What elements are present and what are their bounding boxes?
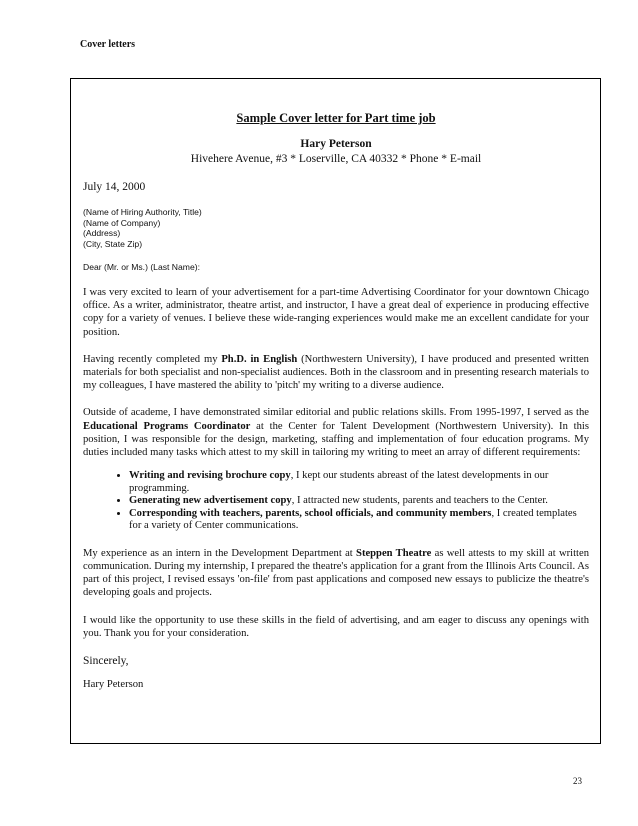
letter-body xyxy=(83,111,589,690)
list-item: • Corresponding with teachers, parents, school officials, and community members, I created templates for a variety of Center communications. xyxy=(129,508,589,533)
salutation: Dear (Mr. or Ms.) (Last Name): xyxy=(83,262,200,272)
paragraph-closing: I would like the opportunity to use these skills in the field of advertising, and am eager to discuss any openings with you. Thank you for your consideration. xyxy=(83,614,589,639)
letter-title: Sample Cover letter for Part time job xyxy=(236,111,436,125)
letter-date: July 14, 2000 xyxy=(83,181,146,193)
list-item: • Generating new advertisement copy, I attracted new students, parents and teachers to the Center. xyxy=(129,495,589,508)
recipient-line: (Address) xyxy=(83,228,121,238)
recipient-line: (Name of Company) xyxy=(83,217,161,228)
signature: Hary Peterson xyxy=(83,678,144,690)
recipient-line: (City, State Zip) xyxy=(83,238,143,249)
running-head: Cover letters xyxy=(80,39,136,50)
skills-list xyxy=(83,470,589,533)
page-number: 23 xyxy=(573,776,582,786)
paragraph-internship: My experience as an intern in the Development Department at Steppen Theatre as well attests to my skill at written communication. During my internship, I prepared the theatre's application for a grant from the Illinois Arts Council. As part of this project, I revised essays 'on-file' from past applications and composed new essays to publicize the theatre's developing goals and projects. xyxy=(83,547,589,599)
paragraph-education: Having recently completed my Ph.D. in English (Northwestern University), I have produced and presented written materials for both specialist and non-specialist audiences. Both in the classroom and in presenting research materials to my colleagues, I have mastered the ability to 'pitch' my writing to a diverse audience. xyxy=(83,353,589,392)
theatre-highlight: Steppen Theatre xyxy=(356,547,432,559)
letter-frame xyxy=(70,78,601,744)
paragraph-experience: Outside of academe, I have demonstrated similar editorial and public relations skills. From 1995-1997, I served as the Educational Programs Coordinator at the Center for Talent Development (Northwestern University). In this position, I was responsible for the design, marketing, staffing and implementation of four education programs. My duties included many tasks which attest to my skill in tailoring my writing to meet an array of different requirements: xyxy=(83,407,589,459)
recipient-block xyxy=(83,207,589,249)
sender-address: Hivehere Avenue, #3 * Loserville, CA 40332 * Phone * E-mail xyxy=(190,153,482,165)
recipient-line: (Name of Hiring Authority, Title) xyxy=(83,207,202,217)
list-item: • Writing and revising brochure copy, I kept our students abreast of the latest developments in our programming. xyxy=(129,470,589,495)
sender-name: Hary Peterson xyxy=(300,138,372,150)
paragraph-intro: I was very excited to learn of your advertisement for a part-time Advertising Coordinator for your downtown Chicago office. As a writer, administrator, theatre artist, and instructor, I have a great deal of experience in producing effective copy for a variety of venues. I believe these wide-ranging experiences would make me an excellent candidate for your position. xyxy=(83,287,589,338)
closing: Sincerely, xyxy=(83,654,129,667)
role-highlight: Educational Programs Coordinator xyxy=(83,420,251,432)
degree-highlight: Ph.D. in English xyxy=(221,353,298,365)
